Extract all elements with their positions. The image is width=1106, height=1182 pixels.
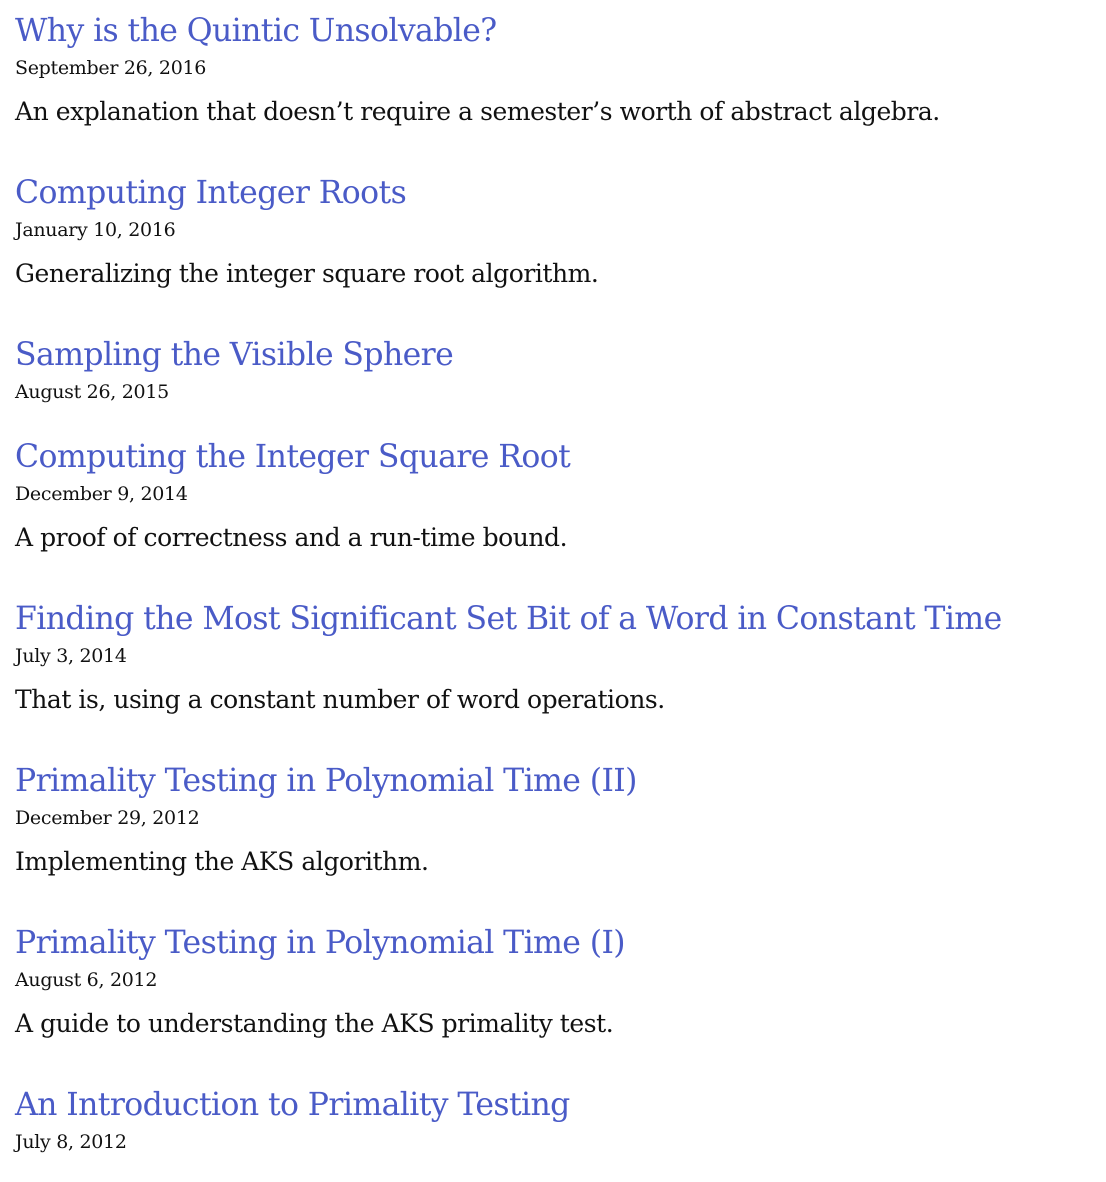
- post-item: [15, 6, 1106, 168]
- post-title-link[interactable]: Computing the Integer Square Root: [15, 439, 571, 475]
- post-summary: A guide to understanding the AKS primality test.: [15, 1009, 614, 1038]
- post-date: August 6, 2012: [15, 969, 158, 991]
- post-date: July 8, 2012: [15, 1131, 127, 1153]
- post-item: [15, 1080, 1106, 1182]
- post-date: January 10, 2016: [15, 219, 176, 241]
- post-summary: A proof of correctness and a run-time bound.: [15, 523, 568, 552]
- post-date: August 26, 2015: [15, 381, 169, 403]
- post-date: December 9, 2014: [15, 483, 188, 505]
- post-title-link[interactable]: Primality Testing in Polynomial Time (II): [15, 763, 637, 799]
- post-summary: An explanation that doesn’t require a semester’s worth of abstract algebra.: [15, 97, 940, 126]
- post-title-link[interactable]: Finding the Most Significant Set Bit of a Word in Constant Time: [15, 601, 1002, 637]
- post-item: [15, 918, 1106, 1080]
- post-date: December 29, 2012: [15, 807, 200, 829]
- post-item: [15, 756, 1106, 918]
- post-title-link[interactable]: An Introduction to Primality Testing: [15, 1087, 570, 1123]
- post-item: [15, 168, 1106, 330]
- post-title-link[interactable]: Why is the Quintic Unsolvable?: [15, 13, 497, 49]
- post-title-link[interactable]: Sampling the Visible Sphere: [15, 337, 454, 373]
- post-item: [15, 330, 1106, 432]
- post-date: September 26, 2016: [15, 57, 207, 79]
- post-title-link[interactable]: Primality Testing in Polynomial Time (I): [15, 925, 625, 961]
- post-summary: Implementing the AKS algorithm.: [15, 847, 429, 876]
- post-summary: Generalizing the integer square root algorithm.: [15, 259, 599, 288]
- post-date: July 3, 2014: [15, 645, 127, 667]
- post-title-link[interactable]: Computing Integer Roots: [15, 175, 407, 211]
- post-item: [15, 432, 1106, 594]
- post-summary: That is, using a constant number of word operations.: [15, 685, 665, 714]
- post-item: [15, 594, 1106, 756]
